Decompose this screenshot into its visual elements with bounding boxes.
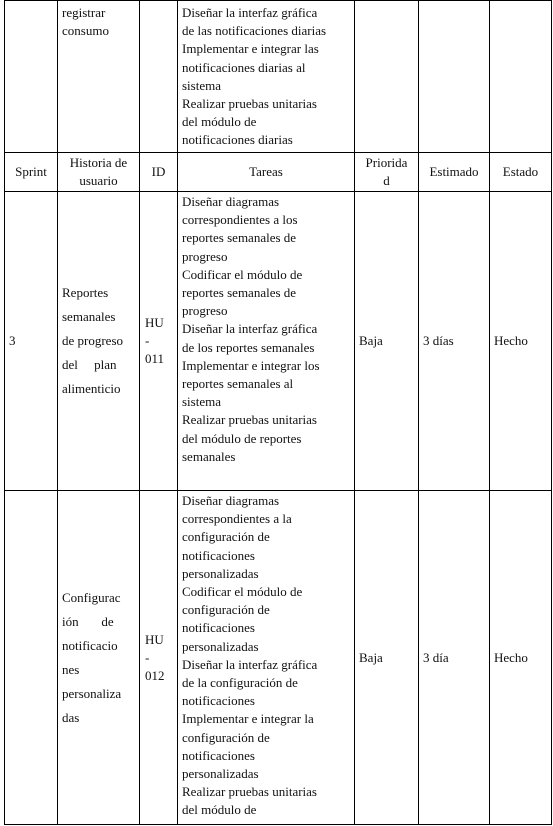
- task-line: notificaciones diarias: [182, 132, 293, 148]
- id-line: 011: [145, 351, 165, 366]
- story-line: Configurac: [62, 589, 121, 605]
- task-line: del módulo de reportes: [182, 430, 302, 446]
- task-line: de las notificaciones diarias: [182, 23, 327, 39]
- story-cell: [58, 192, 140, 491]
- story-line: consumo: [62, 23, 109, 39]
- status-cell: [490, 1, 552, 153]
- status-cell: Hecho: [490, 192, 552, 491]
- task-line: reportes semanales de: [182, 230, 297, 246]
- priority-cell: Baja: [355, 192, 419, 491]
- story-line: semanales: [62, 309, 116, 324]
- table-row: [5, 491, 552, 825]
- estimate-cell: [419, 1, 490, 153]
- header-priority-line: d: [383, 173, 390, 188]
- header-story: [58, 153, 140, 192]
- id-line: HU: [145, 315, 164, 330]
- sprint-cell: [5, 491, 58, 825]
- status-cell: Hecho: [490, 491, 552, 825]
- id-line: HU: [145, 631, 164, 647]
- task-line: Realizar pruebas unitarias: [182, 96, 317, 112]
- task-line: de la configuración de: [182, 675, 298, 691]
- task-line: correspondientes a los: [182, 212, 298, 228]
- table-header-row: [5, 153, 552, 192]
- task-line: Diseñar la interfaz gráfica: [182, 656, 318, 672]
- header-status: Estado: [490, 153, 552, 192]
- story-line: notificacio: [62, 637, 118, 653]
- task-line: progreso: [182, 248, 228, 264]
- task-line: sistema: [182, 394, 221, 410]
- task-line: Diseñar diagramas: [182, 493, 280, 508]
- task-line: Realizar pruebas unitarias: [182, 784, 317, 800]
- story-cell: [58, 1, 140, 153]
- task-line: semanales: [182, 448, 236, 464]
- header-story-line: Historia de: [69, 155, 128, 170]
- id-line: 012: [145, 667, 165, 683]
- table-row: [5, 192, 552, 491]
- task-line: Realizar pruebas unitarias: [182, 412, 317, 428]
- task-line: notificaciones: [182, 547, 255, 563]
- story-cell: [58, 491, 140, 825]
- task-line: configuración de: [182, 529, 270, 545]
- task-line: notificaciones diarias al: [182, 59, 306, 75]
- task-line: Codificar el módulo de: [182, 584, 303, 600]
- story-line: das: [62, 709, 80, 725]
- sprint-cell: 3: [5, 192, 58, 491]
- priority-cell: [355, 1, 419, 153]
- estimate-cell: 3 día: [419, 491, 490, 825]
- story-line: personaliza: [62, 685, 122, 701]
- header-tasks: Tareas: [178, 153, 355, 192]
- header-priority: [355, 153, 419, 192]
- id-cell: [140, 491, 178, 825]
- id-cell: [140, 1, 178, 153]
- priority-cell: Baja: [355, 491, 419, 825]
- task-line: Implementar e integrar los: [182, 357, 320, 373]
- story-line: alimenticio: [62, 381, 121, 396]
- task-line: Diseñar la interfaz gráfica: [182, 5, 318, 20]
- task-line: del módulo de: [182, 802, 257, 818]
- task-line: sistema: [182, 77, 221, 93]
- task-line: notificaciones: [182, 693, 255, 709]
- task-line: del módulo de: [182, 114, 257, 130]
- task-line: configuración de: [182, 602, 270, 618]
- task-line: Codificar el módulo de: [182, 266, 303, 282]
- header-story-line: usuario: [79, 173, 118, 188]
- task-line: personalizadas: [182, 638, 259, 654]
- id-line: -: [145, 649, 150, 665]
- task-line: configuración de: [182, 729, 270, 745]
- story-line: Reportes: [62, 285, 109, 300]
- task-line: de los reportes semanales: [182, 339, 315, 355]
- estimate-cell: 3 días: [419, 192, 490, 491]
- task-line: notificaciones: [182, 620, 255, 636]
- story-line: ión de: [62, 613, 114, 629]
- header-estimate: Estimado: [419, 153, 490, 192]
- story-line: de progreso: [62, 333, 124, 348]
- task-line: reportes semanales al: [182, 376, 294, 392]
- tasks-cell: [178, 192, 355, 491]
- story-line: del plan: [62, 357, 117, 372]
- tasks-cell: [178, 491, 355, 825]
- header-sprint: Sprint: [5, 153, 58, 192]
- task-line: reportes semanales de: [182, 285, 297, 301]
- id-cell: [140, 192, 178, 491]
- tasks-cell: [178, 1, 355, 153]
- task-line: personalizadas: [182, 565, 259, 581]
- header-id: ID: [140, 153, 178, 192]
- story-line: registrar: [62, 5, 106, 20]
- task-line: correspondientes a la: [182, 511, 292, 527]
- task-line: Implementar e integrar la: [182, 711, 314, 727]
- task-line: progreso: [182, 303, 228, 319]
- task-line: Diseñar diagramas: [182, 194, 280, 209]
- sprint-cell: [5, 1, 58, 153]
- story-line: nes: [62, 661, 80, 677]
- task-line: personalizadas: [182, 766, 259, 782]
- table-row-continuation: [5, 1, 552, 153]
- header-priority-line: Priorida: [365, 155, 408, 170]
- task-line: notificaciones: [182, 747, 255, 763]
- sprint-table: [4, 0, 552, 825]
- task-line: Diseñar la interfaz gráfica: [182, 321, 318, 337]
- id-line: -: [145, 333, 150, 348]
- task-line: Implementar e integrar las: [182, 41, 319, 57]
- sprint-backlog-document: [4, 0, 551, 825]
